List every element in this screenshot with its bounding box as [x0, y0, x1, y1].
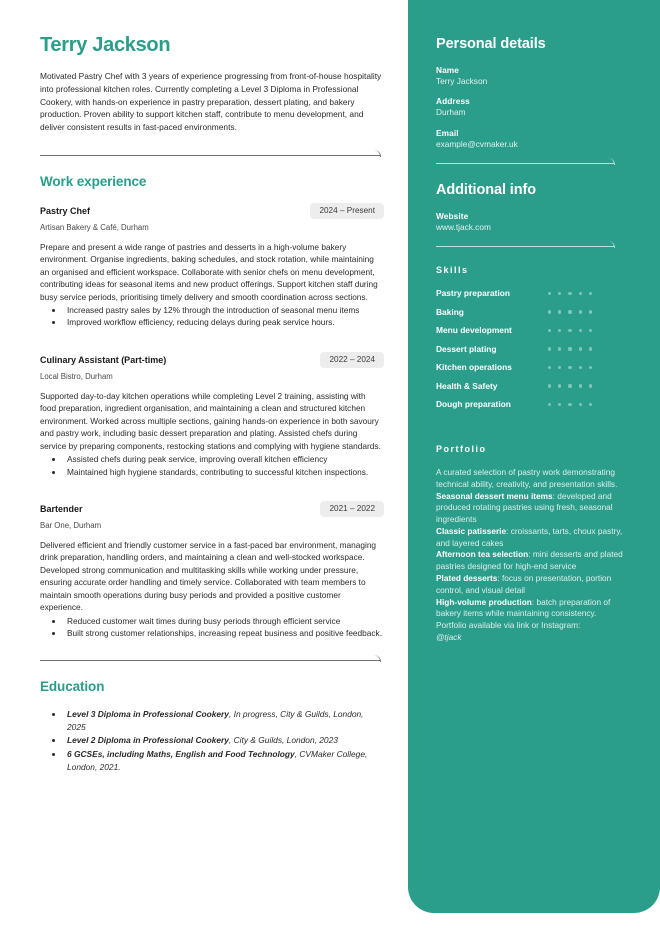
- skill-rating-dot: [568, 292, 571, 295]
- job-company: Bar One, Durham: [40, 520, 102, 530]
- candidate-name: Terry Jackson: [40, 34, 171, 56]
- skill-rating-dot: [589, 384, 592, 387]
- portfolio-content: [436, 467, 636, 644]
- job-company: Local Bistro, Durham: [40, 371, 113, 381]
- skill-rating-dots: [548, 310, 592, 313]
- job-achievement-item: • Built strong customer relationships, increasing repeat business and positive feedback.: [64, 627, 384, 639]
- skill-rating-dots: [548, 329, 592, 332]
- skill-rating-dot: [579, 384, 582, 387]
- job-achievement-item: • Reduced customer wait times during busy periods through efficient service: [64, 615, 384, 627]
- skill-rating-dot: [558, 366, 561, 369]
- section-heading-work-experience: Work experience: [40, 173, 147, 189]
- portfolio-item: [436, 491, 636, 526]
- skill-name: Kitchen operations: [436, 362, 512, 373]
- skill-rating-dot: [589, 347, 592, 350]
- portfolio-intro: A curated selection of pastry work demonstrating technical ability, creativity, and presentation skills.: [436, 466, 618, 489]
- personal-detail-value: Terry Jackson: [436, 76, 488, 86]
- skill-rating-dot: [568, 310, 571, 313]
- work-experience-entry: [40, 501, 384, 640]
- sidebar-heading-personal-details: Personal details: [436, 36, 546, 52]
- skill-rating-dot: [548, 403, 551, 406]
- skill-row: [436, 325, 636, 335]
- skill-rating-dot: [548, 366, 551, 369]
- skill-rating-dot: [568, 329, 571, 332]
- job-description: Supported day-to-day kitchen operations while completing Level 2 training, assisting with food preparation, ingredient organisation, and maintaining a clean and structured kitchen environment. Worked across multiple sections, gaining hands-on experience in both savoury and pastry work, including basic dessert preparation and plating. Assisted chefs during service by preparing components, restocking stations and complying with hygiene standards.: [40, 390, 381, 451]
- job-spacer: [40, 484, 384, 501]
- job-company: Artisan Bakery & Café, Durham: [40, 222, 149, 232]
- portfolio-item-text: : croissants, tarts, choux pastry, and layered cakes: [436, 525, 623, 548]
- education-degree: Level 2 Diploma in Professional Cookery: [67, 735, 229, 746]
- portfolio-footer: Portfolio available via link or Instagram:: [436, 620, 581, 631]
- skill-rating-dot: [548, 384, 551, 387]
- education-list: [64, 708, 384, 773]
- skill-rating-dot: [589, 292, 592, 295]
- job-achievement-item: • Assisted chefs during peak service, improving overall kitchen efficiency: [64, 453, 384, 465]
- portfolio-item-label: Plated desserts: [436, 572, 498, 583]
- skill-rating-dots: [548, 366, 592, 369]
- skill-rating-dots: [548, 403, 592, 406]
- skill-name: Health & Safety: [436, 380, 498, 391]
- skill-rating-dot: [558, 292, 561, 295]
- skill-rating-dot: [548, 310, 551, 313]
- skill-rating-dot: [568, 403, 571, 406]
- personal-detail-label: Address: [436, 96, 470, 107]
- professional-summary: Motivated Pastry Chef with 3 years of experience progressing from front-of-house hospitality into professional kitchen roles. Currently completing a Level 3 Diploma in Professional Cookery, with hands-on experience in pastry preparation, dessert plating, and bakery production. Proven ability to support kitchen staff, contribute to menu development, and deliver consistent results in fast-paced environments.: [40, 71, 382, 133]
- portfolio-item: [436, 573, 636, 597]
- job-spacer: [40, 335, 384, 352]
- portfolio-item: [436, 549, 636, 573]
- education-detail: , In progress, City & Guilds, London, 2025: [67, 709, 364, 733]
- job-date-badge: 2024 – Present: [310, 203, 384, 219]
- education-detail: , CVMaker College, London, 2021.: [67, 748, 368, 772]
- portfolio-handle[interactable]: @tjack: [436, 631, 462, 642]
- skill-rating-dot: [579, 347, 582, 350]
- skill-rating-dot: [548, 347, 551, 350]
- skill-row: [436, 288, 636, 298]
- job-title: Culinary Assistant (Part-time): [40, 354, 167, 365]
- skill-rating-dot: [558, 310, 561, 313]
- skill-name: Menu development: [436, 325, 512, 336]
- portfolio-item-label: High-volume production: [436, 596, 532, 607]
- portfolio-item-label: Classic patisserie: [436, 525, 507, 536]
- portfolio-item: [436, 597, 636, 621]
- skill-rating-dot: [579, 403, 582, 406]
- sidebar-divider-2: [436, 246, 614, 247]
- job-title: Pastry Chef: [40, 205, 91, 216]
- skill-name: Baking: [436, 306, 464, 317]
- portfolio-item-text: : batch preparation of bakery items while maintaining consistency.: [436, 596, 611, 619]
- job-date-badge: 2022 – 2024: [320, 352, 384, 368]
- work-experience-entry: [40, 352, 384, 478]
- skill-rating-dot: [548, 292, 551, 295]
- skill-rating-dot: [589, 366, 592, 369]
- skill-row: [436, 307, 636, 317]
- job-achievement-item: • Increased pastry sales by 12% through the introduction of seasonal menu items: [64, 304, 384, 316]
- skill-rating-dot: [579, 329, 582, 332]
- skill-rating-dot: [568, 366, 571, 369]
- sidebar-heading-skills: Skills: [436, 265, 469, 276]
- education-item: [64, 748, 384, 774]
- portfolio-item-label: Afternoon tea selection: [436, 549, 529, 560]
- job-achievements: [64, 304, 384, 329]
- skill-name: Dessert plating: [436, 343, 497, 354]
- skill-rating-dot: [589, 310, 592, 313]
- personal-detail-value: example@cvmaker.uk: [436, 138, 518, 149]
- job-achievement-item: • Maintained high hygiene standards, contributing to successful kitchen inspections.: [64, 466, 384, 478]
- skill-rating-dot: [579, 292, 582, 295]
- skill-rating-dots: [548, 347, 592, 350]
- education-detail: , City & Guilds, London, 2023: [228, 735, 338, 746]
- personal-details-list: [436, 65, 636, 149]
- skill-rating-dot: [558, 347, 561, 350]
- skill-rating-dot: [589, 403, 592, 406]
- additional-info-label: Website: [436, 211, 469, 222]
- skill-rating-dot: [548, 329, 551, 332]
- education-degree: 6 GCSEs, including Maths, English and Food Technology: [67, 748, 295, 759]
- sidebar-divider-1: [436, 163, 614, 164]
- portfolio-item-text: : mini desserts and plated pastries designed for high-end service: [436, 549, 623, 572]
- job-header: [40, 203, 384, 219]
- job-description: Prepare and present a wide range of pastries and desserts in a high-volume bakery environment. Organise ingredients, baking schedules, and stock rotation, while maintaining an organised and efficient workspace. Collaborate with senior chefs on menu development, contributing ideas for seasonal items and new product offerings. Support kitchen staff during busy service periods, prioritising timely delivery and smooth coordination across sections.: [40, 241, 378, 302]
- work-experience-list: [40, 203, 384, 640]
- additional-info-value: www.tjack.com: [436, 222, 491, 233]
- skill-row: [436, 399, 636, 409]
- skill-rating-dots: [548, 292, 592, 295]
- skill-name: Dough preparation: [436, 399, 511, 410]
- portfolio-item-label: Seasonal dessert menu items: [436, 490, 553, 501]
- skill-rating-dot: [558, 384, 561, 387]
- sidebar-heading-portfolio: Portfolio: [436, 443, 487, 454]
- job-header: [40, 501, 384, 517]
- sidebar: [408, 0, 660, 913]
- skill-rating-dot: [558, 403, 561, 406]
- education-degree: Level 3 Diploma in Professional Cookery: [67, 709, 229, 720]
- additional-info-list: [436, 211, 636, 232]
- divider-after-summary: [40, 155, 380, 156]
- portfolio-item: [436, 526, 636, 550]
- portfolio-item-text: : focus on presentation, portion control, and visual detail: [436, 572, 612, 595]
- section-heading-education: Education: [40, 679, 105, 695]
- work-experience-entry: [40, 203, 384, 329]
- skill-row: [436, 362, 636, 372]
- portfolio-item-text: : developed and produced rotating pastries using fresh, seasonal ingredients: [436, 490, 613, 525]
- skill-rating-dot: [568, 384, 571, 387]
- personal-detail-label: Email: [436, 127, 459, 138]
- job-title: Bartender: [40, 503, 83, 514]
- skill-rating-dot: [568, 347, 571, 350]
- job-header: [40, 352, 384, 368]
- divider-after-work: [40, 660, 380, 661]
- skill-row: [436, 381, 636, 391]
- job-achievement-item: • Improved workflow efficiency, reducing delays during peak service hours.: [64, 316, 384, 328]
- skill-row: [436, 344, 636, 354]
- personal-detail-label: Name: [436, 65, 459, 75]
- education-item: [64, 734, 384, 747]
- skill-rating-dot: [558, 329, 561, 332]
- education-item: [64, 708, 384, 734]
- personal-detail-value: Durham: [436, 107, 466, 118]
- skill-rating-dots: [548, 384, 592, 387]
- skill-rating-dot: [579, 310, 582, 313]
- skills-list: [436, 288, 636, 409]
- job-achievements: [64, 453, 384, 478]
- job-achievements: [64, 615, 384, 640]
- skill-rating-dot: [589, 329, 592, 332]
- sidebar-heading-additional-info: Additional info: [436, 182, 536, 199]
- job-description: Delivered efficient and friendly customer service in a fast-paced bar environment, managing drink preparation, handling orders, and maintaining a clean and well-stocked workspace. Developed strong communication and multitasking skills while working under pressure, ensuring accurate order handling and timely service. Collaborated with team members to maintain smooth operations during busy periods and provided a positive customer experience.: [40, 539, 377, 613]
- skill-name: Pastry preparation: [436, 288, 511, 299]
- skill-rating-dot: [579, 366, 582, 369]
- job-date-badge: 2021 – 2022: [320, 501, 384, 517]
